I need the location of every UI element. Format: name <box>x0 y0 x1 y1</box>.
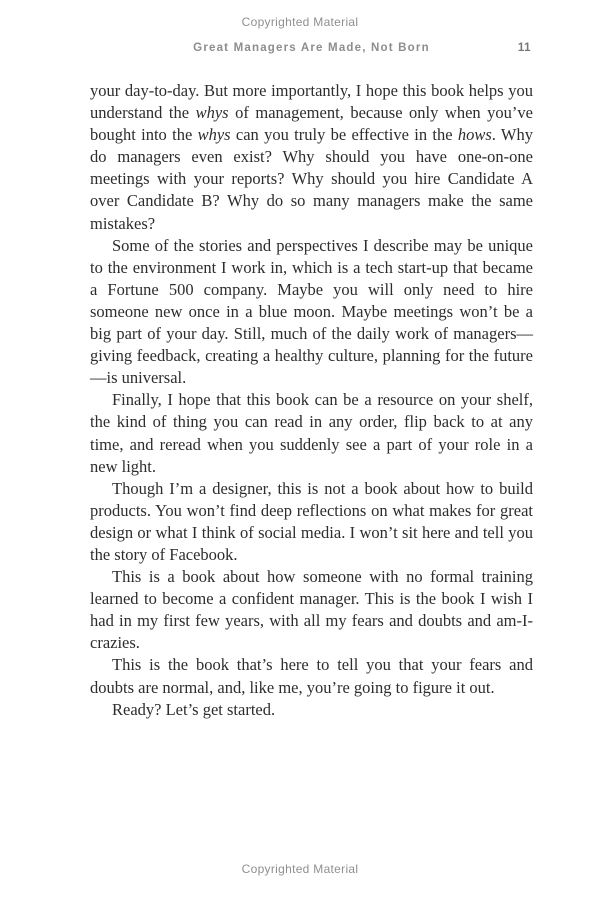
running-header-title: Great Managers Are Made, Not Born <box>193 42 430 54</box>
running-header <box>90 42 533 54</box>
paragraph: Though I’m a designer, this is not a book about how to build products. You won’t find deep reflections on what makes for great design or what I think of social media. I won’t sit here and tell you the story of Facebook. <box>90 478 533 564</box>
paragraph: Ready? Let’s get started. <box>112 699 276 719</box>
copyright-notice-top: Copyrighted Material <box>241 15 359 29</box>
paragraph: your day-to-day. But more importantly, I hope this book helps you understand the whys of management, because only when you’ve bought into the whys can you truly be effective in the hows. Why do managers even exist? Why should you have one-on-one meetings with your reports? Why should you hire Candidate A over Candidate B? Why do so many managers make the same mistakes? <box>90 81 533 233</box>
paragraph: Finally, I hope that this book can be a resource on your shelf, the kind of thing you can read in any order, flip back to at any time, and reread when you suddenly see a part of your role in a new light. <box>90 390 533 476</box>
body-text <box>90 80 533 721</box>
paragraph: This is a book about how someone with no formal training learned to become a confident manager. This is the book I wish I had in my first few years, with all my fears and doubts and am-I-crazies. <box>90 567 533 653</box>
copyright-notice-bottom: Copyrighted Material <box>241 862 359 876</box>
paragraph: Some of the stories and perspectives I describe may be unique to the environment I work in, which is a tech start-up that became a Fortune 500 company. Maybe you will only need to hire someone new once in a blue moon. Maybe meetings won’t be a big part of your day. Still, much of the daily work of managers—giving feedback, creating a healthy culture, planning for the future—is universal. <box>90 235 533 388</box>
paragraph: This is the book that’s here to tell you that your fears and doubts are normal, and, like me, you’re going to figure it out. <box>90 655 533 697</box>
page-number: 11 <box>517 42 531 54</box>
